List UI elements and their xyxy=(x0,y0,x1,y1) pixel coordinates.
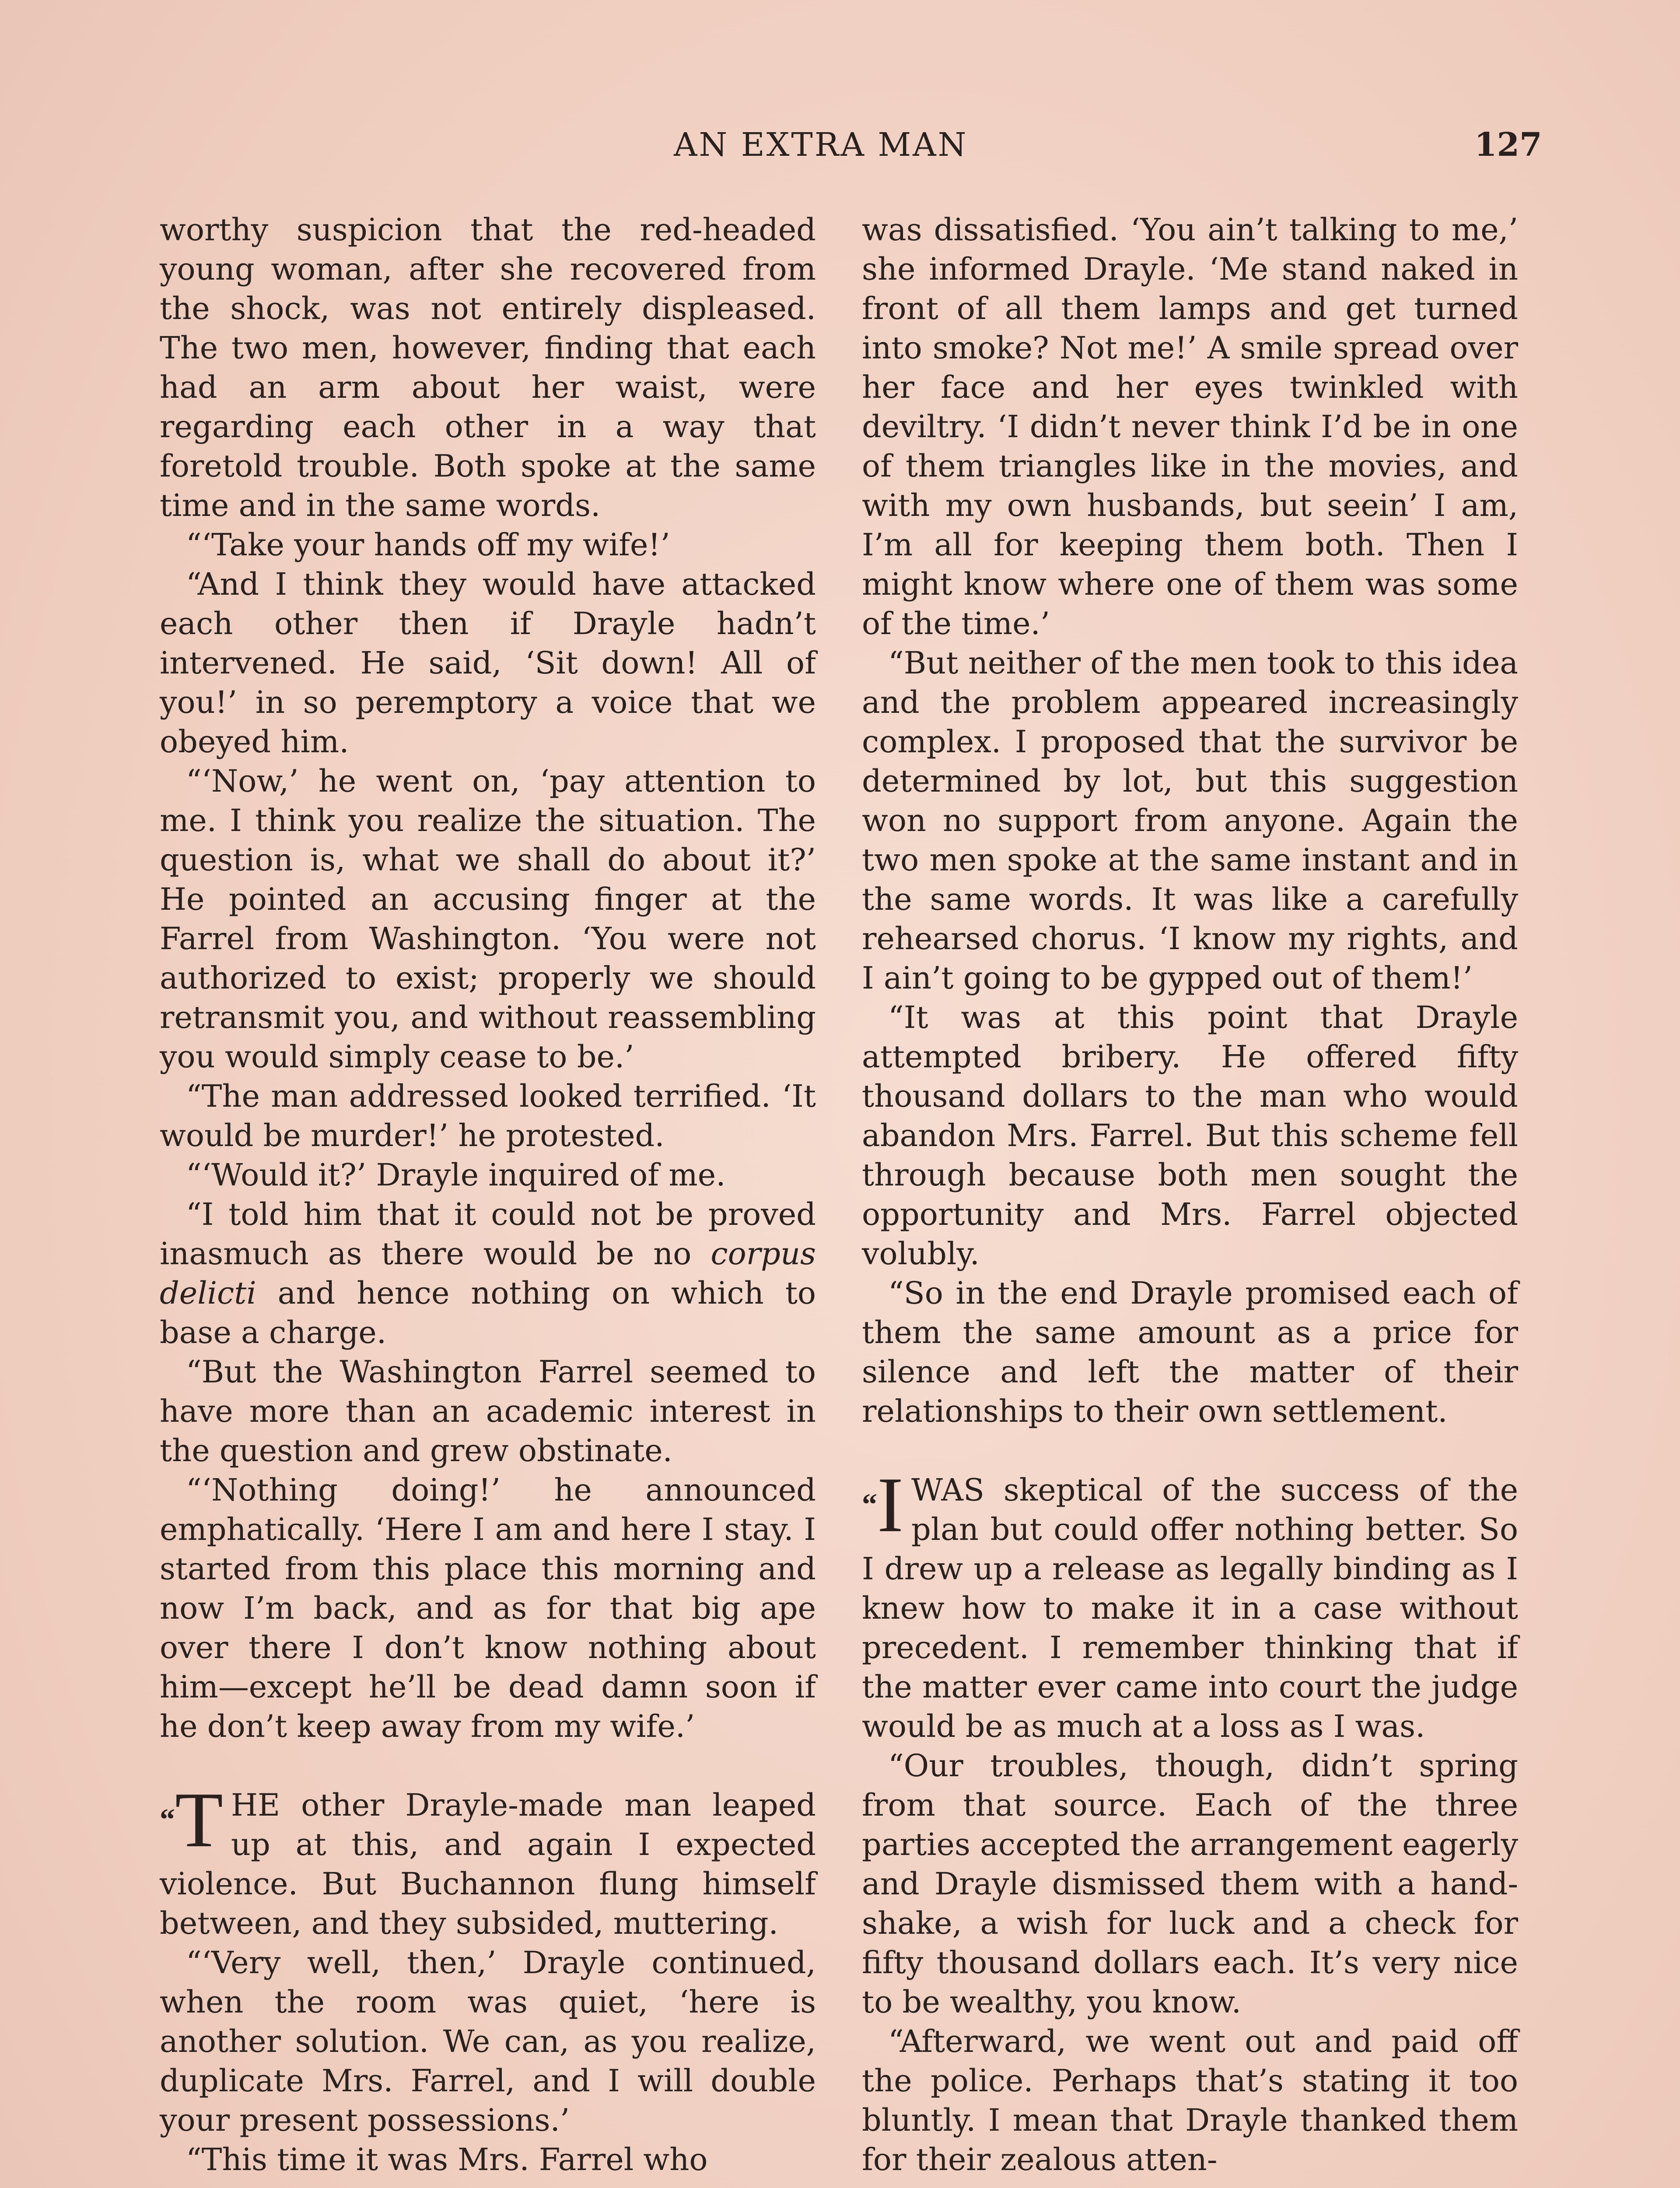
page-number: 127 xyxy=(1474,126,1542,164)
paragraph: “‘Nothing doing!’ he announced emphatically. ‘Here I am and here I stay. I started from this place this morning and now I’m back, and as for that big ape over there I don’t know nothing about him—except he’ll be dead damn soon if he don’t keep away from my wife.’ xyxy=(160,1472,816,1744)
section-opening-paragraph xyxy=(160,1776,816,1943)
paragraph: “‘Very well, then,’ Drayle continued, when the room was quiet, ‘here is another solution. We can, as you realize, duplicate Mrs. Farrel, and I will double your present possessions.’ xyxy=(160,1945,816,2138)
paragraph: worthy suspicion that the red-headed young woman, after she recovered from the shock, was not entirely displeased. The two men, however, finding that each had an arm about her waist, were regarding each other in a way that foretold trouble. Both spoke at the same time and in the same words. xyxy=(160,212,816,523)
drop-cap-letter: T xyxy=(175,1776,223,1863)
page-header xyxy=(0,126,1680,174)
paragraph: was dissatisfied. ‘You ain’t talking to me,’ she informed Drayle. ‘Me stand naked in front of all them lamps and get turned into smoke? Not me!’ A smile spread over her face and her eyes twinkled with deviltry. ‘I didn’t never think I’d be in one of them triangles like in the movies, and with my own husbands, but seein’ I am, I’m all for keeping them both. Then I might know where one of them was some of the time.’ xyxy=(862,212,1518,642)
paragraph: “Afterward, we went out and paid off the police. Perhaps that’s stating it too bluntly. I mean that Drayle thanked them for their zealous atten- xyxy=(862,2023,1518,2177)
paragraph: “‘Take your hands off my wife!’ xyxy=(186,527,670,563)
paragraph: “This time it was Mrs. Farrel who xyxy=(186,2142,708,2177)
paragraph: “It was at this point that Drayle attempted bribery. He offered fifty thousand dollars to the man who would abandon Mrs. Farrel. But this scheme fell through because both men sought the opportunity and Mrs. Farrel objected volubly. xyxy=(862,999,1518,1272)
paragraph: “So in the end Drayle promised each of them the same amount as a price for silence and left the matter of their relationships to their own settlement. xyxy=(862,1275,1518,1429)
drop-quote-mark: “ xyxy=(862,1488,877,1522)
section-opening-paragraph xyxy=(862,1461,1518,1746)
paragraph: “But neither of the men took to this idea and the problem appeared increasingly complex. I proposed that the survivor be determined by lot, but this suggestion won no support from anyone. Again the two men spoke at the same instant and in the same words. It was like a carefully rehearsed chorus. ‘I know my rights, and I ain’t going to be gypped out of them!’ xyxy=(862,645,1518,996)
drop-cap xyxy=(862,1461,903,1548)
text-run: HE other Drayle-made man leaped up at this, and again I expected violence. But Buchannon flung himself between, and they subsided, muttering. xyxy=(160,1787,816,1941)
paragraph xyxy=(160,1195,816,1352)
paragraph: “‘Would it?’ Drayle inquired of me. xyxy=(186,1157,726,1193)
drop-quote-mark: “ xyxy=(160,1803,175,1837)
paragraph: “And I think they would have attacked each other then if Drayle hadn’t intervened. He said, ‘Sit down! All of you!’ in so peremptory a voice that we obeyed him. xyxy=(160,566,816,760)
text-run: WAS skeptical of the success of the plan but could offer nothing better. So I drew up a release as legally binding as I knew how to make it in a case without precedent. I remember thinking that if the matter ever came into court the judge would be as much at a loss as I was. xyxy=(862,1472,1518,1744)
paragraph: “‘Now,’ he went on, ‘pay attention to me. I think you realize the situation. The question is, what we shall do about it?’ He pointed an accusing finger at the Farrel from Washington. ‘You were not authorized to exist; properly we should retransmit you, and without reassembling you would simply cease to be.’ xyxy=(160,763,816,1075)
italic-phrase: corpus delicti xyxy=(160,1236,816,1311)
text-run: “I told him that it could not be proved inasmuch as there would be no xyxy=(160,1196,816,1272)
paragraph: “The man addressed looked terrified. ‘It would be murder!’ he protested. xyxy=(160,1078,816,1154)
paragraph: “Our troubles, though, didn’t spring from that source. Each of the three parties accepted the arrangement eagerly and Drayle dismissed them with a hand-shake, a wish for luck and a check for fifty thousand dollars each. It’s very nice to be wealthy, you know. xyxy=(862,1748,1518,2020)
drop-cap xyxy=(160,1776,223,1863)
drop-cap-letter: I xyxy=(877,1461,903,1548)
left-column xyxy=(160,210,816,2179)
right-column xyxy=(862,210,1518,2179)
paragraph: “But the Washington Farrel seemed to have more than an academic interest in the question and grew obstinate. xyxy=(160,1354,816,1469)
text-run: and hence nothing on which to base a charge. xyxy=(160,1275,816,1350)
running-title: AN EXTRA MAN xyxy=(674,126,968,164)
